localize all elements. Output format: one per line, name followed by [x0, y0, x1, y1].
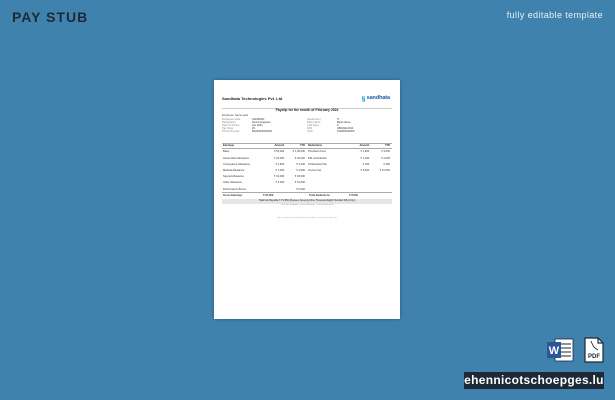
- gross-value: ₹ 87,850: [263, 194, 274, 197]
- net-pay-banner: Total Net Payable ₹ 79,850 (Rupees Seventy-Nine Thousand Eight Hundred Fifty Only): [222, 199, 392, 204]
- net-pay-note: Total Net Payable = Gross Earnings - Total Deductions: [280, 204, 334, 206]
- earnings-row-amount: ₹ 20,000: [273, 156, 285, 160]
- employee-detail-value: 100000000000: [337, 130, 355, 134]
- employee-detail-row: [222, 130, 307, 133]
- earnings-row-ytd: ₹ 2,500: [296, 169, 305, 173]
- total-deductions-label: Total Deductions: [309, 194, 330, 197]
- earnings-header-ytd: YTD: [299, 144, 305, 147]
- word-file-icon[interactable]: [546, 338, 574, 362]
- employee-detail-value: ABCDE1234F: [337, 127, 354, 131]
- employee-detail-value: IT: [337, 117, 340, 121]
- earnings-row-name: Performance Bonus: [223, 187, 246, 191]
- logo-mark-icon: [361, 96, 366, 102]
- earnings-row-ytd: ₹ 40,000: [294, 156, 305, 160]
- deductions-row-ytd: ₹ 3,600: [381, 150, 390, 154]
- deductions-row-name: Professional Tax: [308, 162, 327, 166]
- deductions-row-ytd: ₹ 2,000: [381, 156, 390, 160]
- svg-text:W: W: [548, 345, 560, 357]
- totals-row: [222, 192, 392, 198]
- earnings-row: [222, 186, 307, 192]
- employee-detail-key: PAN: [307, 127, 313, 131]
- deductions-row-ytd: ₹ 10,000: [379, 169, 390, 173]
- domain-label: ehennicotschoepges.lu: [464, 373, 604, 387]
- payslip-document: [214, 80, 400, 319]
- deductions-row-amount: ₹ 200: [362, 162, 370, 166]
- deductions-row-name: Provident Fund: [308, 150, 326, 154]
- employee-detail-key: Employee Code: [222, 117, 241, 121]
- employee-detail-value: 29: [252, 127, 255, 131]
- deductions-row-ytd: ₹ 400: [383, 162, 390, 166]
- earnings-row-ytd: ₹ 5,000: [296, 187, 305, 191]
- employee-detail-key: Designation: [222, 120, 236, 124]
- deductions-row-name: Income Tax: [308, 169, 322, 173]
- earnings-row-amount: ₹ 10,000: [273, 175, 285, 179]
- deductions-header-ytd: YTD: [384, 144, 390, 147]
- page-title: PAY STUB: [12, 9, 89, 25]
- earnings-row-name: House Rent Allowance: [223, 156, 250, 160]
- payslip-title: Payslip for the month of February 2024: [275, 108, 339, 112]
- deductions-row-amount: ₹ 1,800: [360, 150, 370, 154]
- logo-text: sandhata: [366, 95, 390, 102]
- page-tagline: fully editable template: [506, 10, 603, 20]
- deductions-row: [307, 168, 392, 174]
- pdf-file-icon[interactable]: [583, 337, 605, 363]
- svg-text:PDF: PDF: [588, 354, 600, 360]
- employee-name: Employee: Name Here: [222, 114, 249, 117]
- earnings-row-ytd: ₹ 10,000: [294, 181, 305, 185]
- company-logo: [361, 96, 390, 102]
- earnings-header-name: Earnings: [223, 144, 235, 147]
- earnings-column: [222, 144, 307, 192]
- employee-detail-value: 0: [337, 123, 339, 127]
- earnings-row-amount: ₹ 5,000: [275, 181, 285, 185]
- earnings-row-ytd: ₹ 1,00,000: [292, 150, 305, 154]
- deductions-row-amount: ₹ 5,000: [360, 169, 370, 173]
- employee-details-left: [222, 118, 307, 134]
- employee-detail-key: Department: [307, 117, 321, 121]
- employee-detail-key: UAN: [307, 130, 313, 134]
- employee-detail-value: Bank Name: [337, 120, 351, 124]
- deductions-row-name: ESI Contribution: [308, 156, 327, 160]
- document-footer: This is a system-generated payslip and does not require a signature.: [276, 217, 338, 219]
- earnings-row-name: Other Allowance: [223, 181, 242, 185]
- earnings-row-ytd: ₹ 3,200: [296, 162, 305, 166]
- employee-detail-key: LOP Days: [307, 123, 319, 127]
- earnings-row-ytd: ₹ 20,000: [294, 175, 305, 179]
- deductions-column: [307, 144, 392, 192]
- company-name: Sandhata Technologies Pvt. Ltd: [222, 96, 283, 101]
- employee-detail-row: [307, 130, 392, 133]
- employee-detail-value: SAN00001: [252, 117, 265, 121]
- employee-details-right: [307, 118, 392, 134]
- employee-detail-key: Pay Days: [222, 127, 234, 131]
- employee-details: [222, 114, 392, 134]
- deductions-header-name: Deductions: [308, 144, 323, 147]
- employee-detail-key: Date of Joining: [222, 123, 240, 127]
- earnings-row-name: Conveyance Allowance: [223, 162, 250, 166]
- earnings-header-amount: Amount: [274, 144, 285, 147]
- earnings-row-name: Medical Allowance: [223, 169, 245, 173]
- earnings-row-name: Basic: [223, 150, 230, 154]
- employee-detail-key: PF A/c Number: [222, 130, 240, 134]
- employee-detail-key: Bank Name: [307, 120, 321, 124]
- employee-detail-value: Jan 2021: [252, 123, 263, 127]
- gross-label: Gross Earnings: [223, 194, 243, 197]
- earnings-row-amount: ₹ 50,000: [273, 150, 285, 154]
- earnings-row-amount: ₹ 1,250: [275, 169, 285, 173]
- deductions-header-amount: Amount: [359, 144, 370, 147]
- total-deductions-value: ₹ 8,000: [349, 194, 358, 197]
- earnings-deductions-table: [222, 143, 392, 207]
- deductions-row-amount: ₹ 1,000: [360, 156, 370, 160]
- earnings-row-amount: ₹ 1,600: [275, 162, 285, 166]
- employee-detail-value: Senior Engineer: [252, 120, 271, 124]
- earnings-row-name: Special Allowance: [223, 175, 244, 179]
- employee-detail-value: MH/000000/0000: [252, 130, 272, 134]
